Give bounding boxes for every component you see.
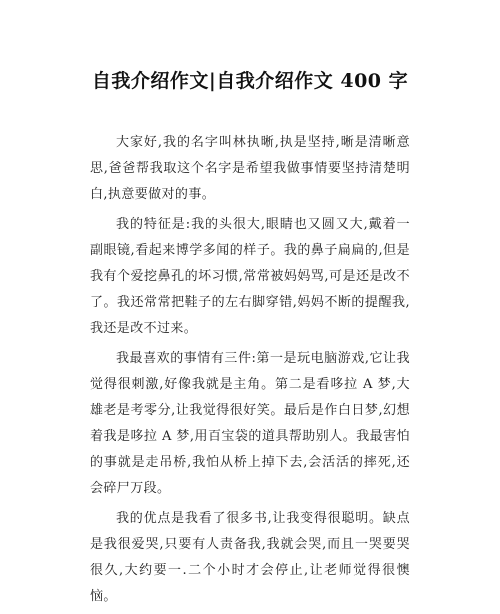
document-title: 自我介绍作文|自我介绍作文 400 字 — [91, 70, 409, 92]
paragraph-hobbies: 我最喜欢的事情有三件:第一是玩电脑游戏,它让我觉得很刺激,好像我就是主角。第二是看哆拉 A 梦,大雄老是考零分,让我觉得很好笑。最后是作白日梦,幻想着我是哆拉 A 梦,用百宝袋的道具帮助别人。我最害怕的事就是走吊桥,我怕从桥上掉下去,会活活的摔死,还会碎尸万段。 — [90, 351, 410, 496]
paragraph-features: 我的特征是:我的头很大,眼睛也又圆又大,戴着一副眼镜,看起来博学多闻的样子。我的鼻子扁扁的,但是我有个爱挖鼻孔的坏习惯,常常被妈妈骂,可是还是改不了。我还常常把鞋子的左右脚穿错,妈妈不断的提醒我,我还是改不过来。 — [90, 217, 410, 336]
paragraph-strengths: 我的优点是我看了很多书,让我变得很聪明。缺点是我很爱哭,只要有人责备我,我就会哭,而且一哭要哭很久,大约要一.二个小时才会停止,让老师觉得很懊恼。 — [90, 511, 410, 604]
paragraph-intro: 大家好,我的名字叫林执晰,执是坚持,晰是清晰意思,爸爸帮我取这个名字是希望我做事情要坚持清楚明白,执意要做对的事。 — [90, 135, 410, 202]
document-body — [90, 130, 410, 614]
